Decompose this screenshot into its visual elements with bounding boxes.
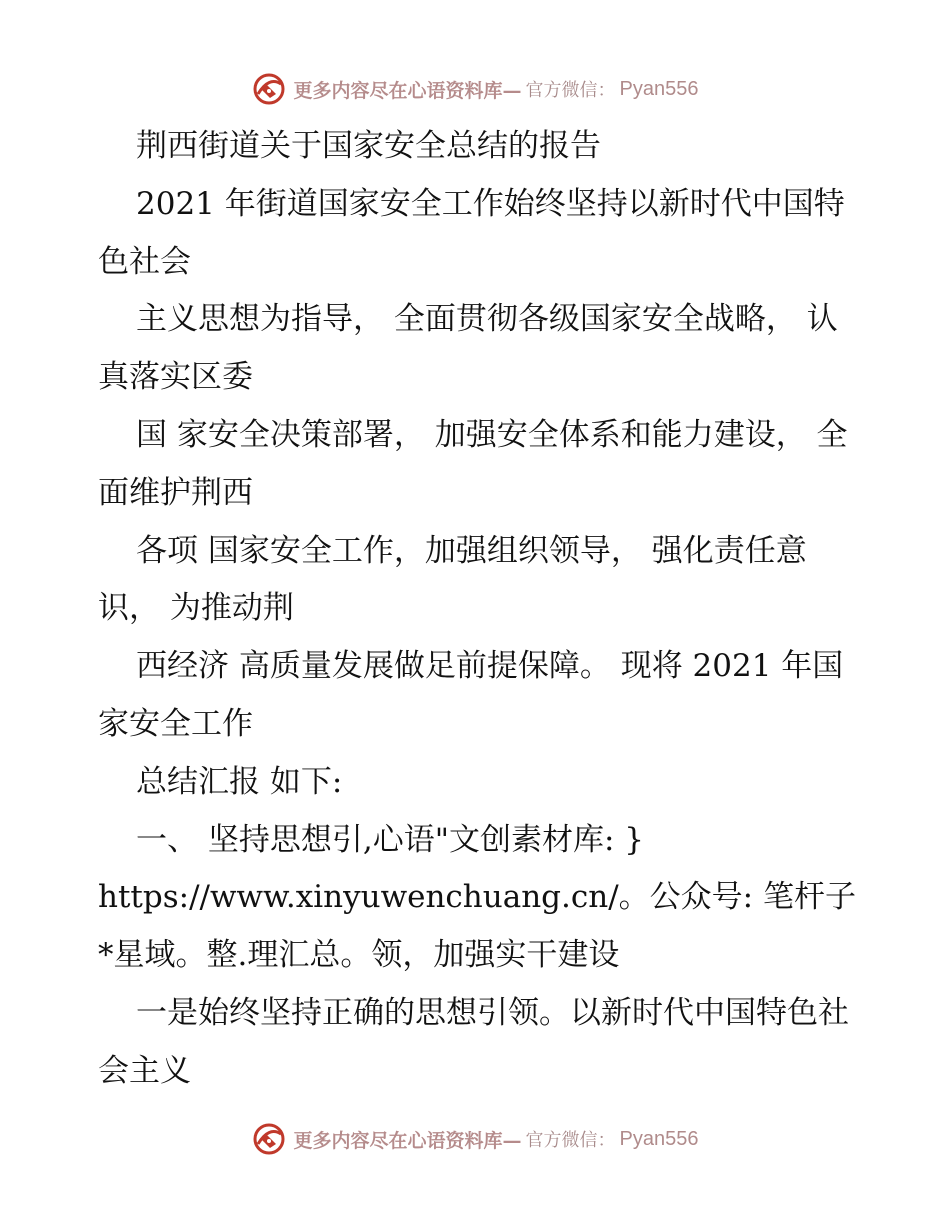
section-heading: 一、 坚持思想引,心语"文创素材库: }: [136, 821, 644, 858]
paragraph-with-url: https://www.xinyuwenchuang.cn/。公众号: 笔杆子*星域。整.理汇总。领，加强实干建设: [98, 879, 856, 974]
banner-wechat-label: 官方微信：: [525, 1130, 616, 1151]
document-title: 荆西街道关于国家安全总结的报告: [136, 128, 601, 164]
footer-watermark-banner: [0, 1122, 950, 1162]
banner-wechat-id: Pyan556: [619, 1127, 699, 1150]
paragraph: 总结汇报 如下:: [136, 763, 343, 800]
banner-text: 更多内容尽在心语资料库—: [293, 1129, 522, 1152]
paragraph: 一是始终坚持正确的思想引领。以新时代中国特色社会主义: [98, 994, 849, 1089]
paragraph: 主义思想为指导， 全面贯彻各级国家安全战略， 认真落实区委: [98, 301, 838, 396]
banner-wechat-label: 官方微信：: [525, 80, 616, 101]
header-watermark-banner: [0, 72, 950, 112]
banner-wechat-id: Pyan556: [619, 77, 699, 100]
pen-nib-logo-icon: [252, 72, 286, 106]
pen-nib-logo-icon: [252, 1122, 286, 1156]
paragraph: 各项 国家安全工作，加强组织领导， 强化责任意识， 为推动荆: [98, 532, 807, 627]
paragraph: 西经济 高质量发展做足前提保障。 现将 2021 年国家安全工作: [98, 648, 844, 742]
paragraph: 2021 年街道国家安全工作始终坚持以新时代中国特色社会: [98, 185, 845, 280]
banner-text: 更多内容尽在心语资料库—: [293, 79, 522, 102]
paragraph: 国 家安全决策部署， 加强安全体系和能力建设， 全面维护荆西: [98, 416, 848, 511]
document-body: [98, 118, 858, 1101]
